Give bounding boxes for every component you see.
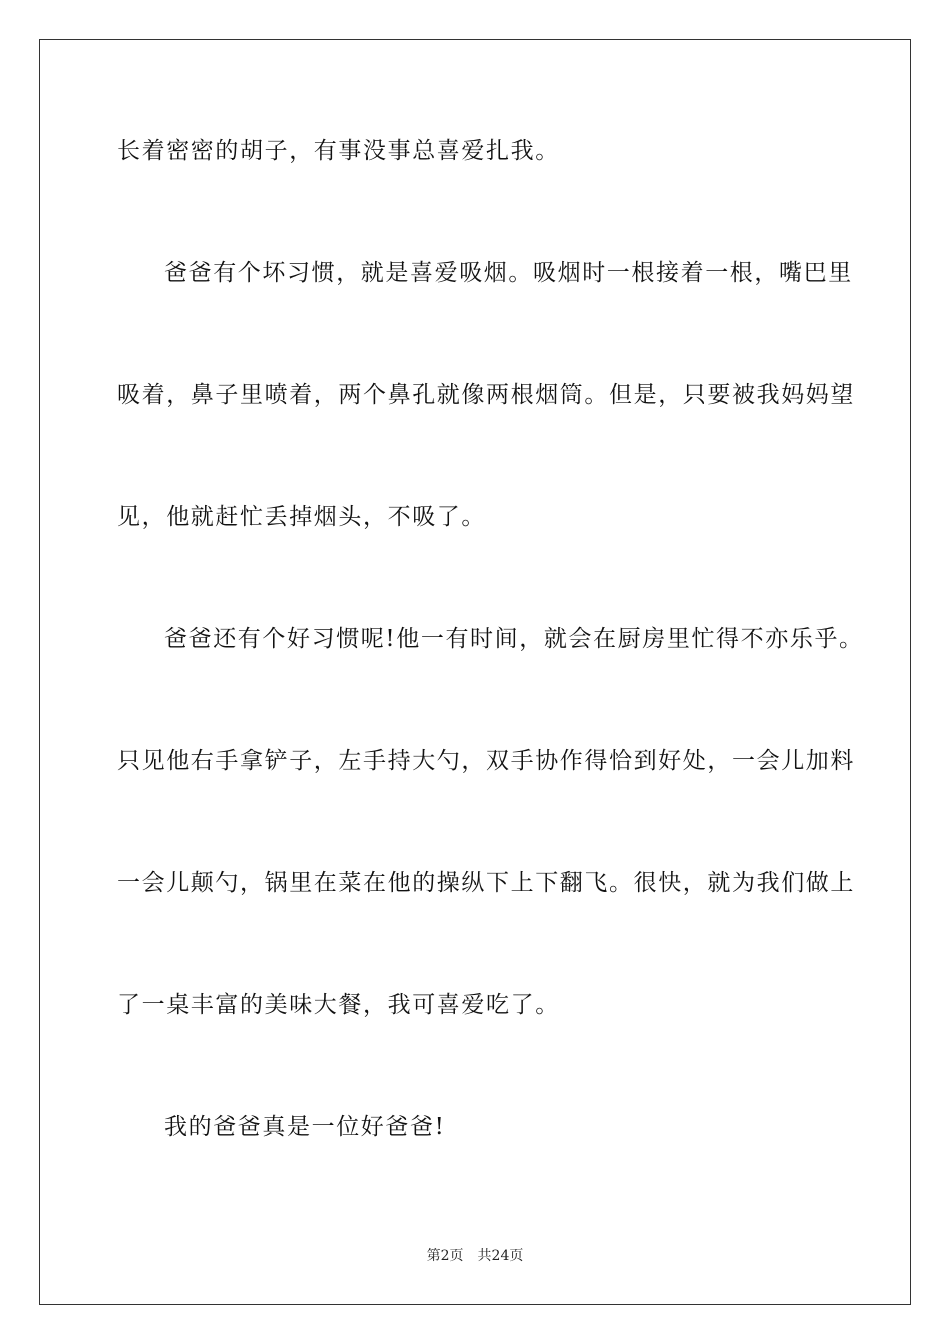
page-number: 第2页: [426, 1248, 464, 1264]
page-footer: [0, 1246, 950, 1266]
text-line: 长着密密的胡子，有事没事总喜爱扎我。: [117, 138, 560, 164]
text-line: 了一桌丰富的美味大餐，我可喜爱吃了。: [117, 992, 560, 1018]
text-line: 一会儿颠勺，锅里在菜在他的操纵下上下翻飞。很快，就为我们做上: [117, 870, 855, 896]
text-line: 只见他右手拿铲子，左手持大勺，双手协作得恰到好处，一会儿加料: [117, 748, 855, 774]
total-pages: 共24页: [477, 1248, 524, 1264]
text-line: 吸着，鼻子里喷着，两个鼻孔就像两根烟筒。但是，只要被我妈妈望: [117, 382, 855, 408]
paragraph-start-line: 我的爸爸真是一位好爸爸!: [164, 1114, 446, 1140]
paragraph-start-line: 爸爸还有个好习惯呢!他一有时间，就会在厨房里忙得不亦乐乎。: [164, 626, 864, 652]
paragraph-start-line: 爸爸有个坏习惯，就是喜爱吸烟。吸烟时一根接着一根，嘴巴里: [164, 260, 853, 286]
text-line: 见，他就赶忙丢掉烟头，不吸了。: [117, 504, 486, 530]
